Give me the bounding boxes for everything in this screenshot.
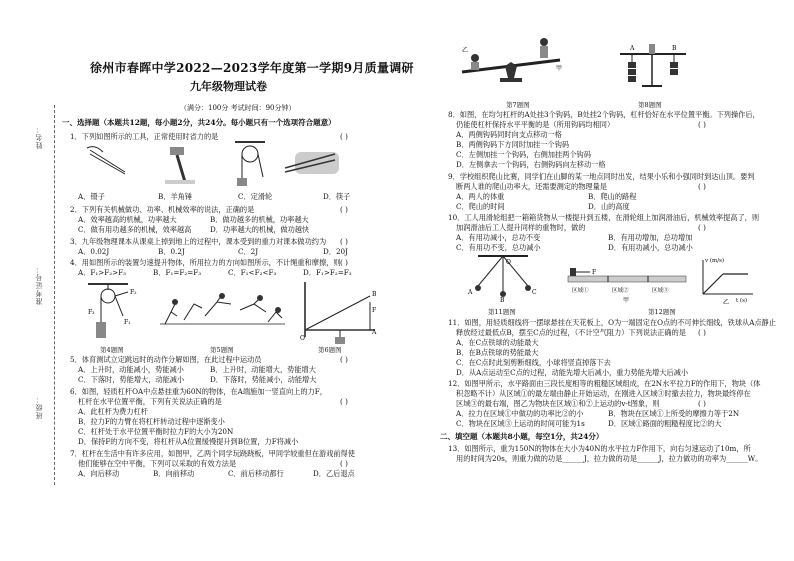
figure-11-caption: 第11题图	[488, 308, 516, 316]
question-8-cont: 仍能使杠杆保持水平平衡的是（所用钩码均相同）	[456, 120, 615, 129]
q12-option-b[interactable]: B．物块在区域①上所受的摩擦力等于2N	[608, 409, 740, 418]
answer-paren: ( )	[340, 355, 348, 364]
question-12-cont: 积忽略不计）从区域①的最左端由静止开始运动，在刚进入区域③时撤去拉力，物块最终停在	[456, 389, 751, 398]
exam-subtitle: 九年级物理试卷	[190, 80, 267, 93]
tweezers-icon	[87, 147, 125, 174]
f12-yi-label: 乙	[723, 299, 730, 306]
q1-option-c[interactable]: C．定滑轮	[238, 192, 273, 201]
f8-a-label: A	[630, 45, 635, 52]
question-10-cont: 加润滑油后工人提升同样的重物时，做的	[456, 223, 586, 232]
f6-o-label: O	[300, 335, 305, 342]
q8-option-a[interactable]: A．两侧钩码同时向支点移动一格	[456, 130, 562, 139]
answer-paren: ( )	[340, 397, 348, 406]
f12-f-label: F	[592, 269, 597, 276]
q6-option-d[interactable]: D．保持F的方向不变，将杠杆从A位置缓慢提升到B位置，力F将减小	[78, 437, 299, 446]
q8-option-b[interactable]: B．两侧钩码下方同时加挂一个钩码	[456, 140, 570, 149]
f7-yi-label: 乙	[462, 47, 469, 54]
f6-a-label: A	[372, 329, 377, 336]
question-7: 7．杠杆在生活中有许多应用，如图甲，乙两个同学玩跷跷板，甲同学较重但在游戏前得使	[70, 449, 355, 458]
answer-paren: ( )	[698, 328, 706, 337]
q12-option-c[interactable]: C．物块在区域③上运动的时间可能为1s	[456, 419, 585, 428]
claw-hammer-icon	[165, 147, 195, 184]
f12-zone3-label: 区域③	[652, 288, 669, 294]
question-3: 3．九年级物理课本从课桌上掉到地上的过程中，课本受到的重力对课本做功约为	[70, 237, 327, 246]
answer-paren: ( )	[340, 459, 348, 468]
answer-paren: ( )	[698, 223, 706, 232]
q7-option-c[interactable]: C．前后移动都行	[228, 469, 284, 478]
q9-option-a[interactable]: A．两人的体重	[456, 192, 505, 201]
question-12-cont2: 区域③的最右端，图乙为物块在区域①和②上运动的v-t图象，则	[456, 399, 660, 408]
q11-option-d[interactable]: D．从A点运动至C点的过程，动能先增大后减小，重力势能先增大后减小	[456, 368, 689, 377]
q4-option-b[interactable]: B．F₁=F₂=F₃	[153, 268, 202, 277]
q5-option-c[interactable]: C．下落时，势能增大，动能减小	[78, 375, 185, 384]
question-13: 13．如图所示，重为150N的物体在大小为40N的水平拉力F作用下，向右匀速运动了10m，所	[448, 444, 751, 453]
question-6: 6．如图，轻质杠杆OA中点悬挂重为60N的物体，在A端施加一竖直向上的力F，	[70, 387, 327, 396]
q9-option-b[interactable]: B．爬山的路程	[588, 192, 637, 201]
q11-pendulum-figure	[468, 254, 538, 302]
question-10: 10．工人用滑轮组把一箱箱货物从一楼提升到五楼，在滑轮组上加润滑油后，机械效率提高了，则	[448, 213, 760, 222]
q12-option-d[interactable]: D．区域①路面的粗糙程度比②的大	[608, 419, 722, 428]
question-9-cont: 断两人谁的爬山功率大，还需要测定的物理量是	[456, 182, 607, 191]
q2-option-b[interactable]: B．做功越多的机械，功率越大	[210, 215, 309, 224]
question-9: 9．学校组织爬山比赛，同学们在山脚的某一地点同时出发，结果小乐和小强同时到达山顶。要判	[448, 172, 755, 181]
figure-8-caption: 第8题图	[638, 101, 662, 109]
q11-option-b[interactable]: B．在B点铁球的势能最大	[456, 348, 539, 357]
figure-4-caption: 第4题图	[100, 346, 124, 354]
figure-6-caption: 第6题图	[318, 346, 342, 354]
f12-zone1-label: 区域①	[572, 288, 589, 294]
q1-option-d[interactable]: D．筷子	[323, 192, 351, 201]
q6-lever-figure	[300, 282, 380, 344]
answer-paren: ( )	[340, 258, 348, 267]
right-column	[440, 0, 777, 561]
chopsticks-icon	[285, 152, 339, 174]
q2-option-a[interactable]: A．效率越高的机械，功率越大	[78, 215, 177, 224]
f4-f2-label: F₂	[130, 289, 137, 296]
q5-option-b[interactable]: B．上升时，动能增大，势能增大	[210, 365, 316, 374]
question-1: 1．下列如图所示的工具，正常使用时省力的是	[70, 132, 219, 141]
exam-meta: （满分：100分 考试时间：90分钟）	[180, 104, 296, 112]
f6-b-label: B	[372, 291, 377, 298]
q4-option-c[interactable]: C．F₁<F₂<F₃	[228, 268, 277, 277]
q6-option-b[interactable]: B．拉力F的力臂在将杠杆转动过程中逐渐变小	[78, 417, 225, 426]
question-4: 4．用如图所示的装置匀速提升物体，所用拉力的方向如图所示，不计绳重和摩擦，则	[70, 258, 341, 267]
f4-f1-label: F₁	[124, 319, 131, 326]
q11-option-c[interactable]: C．在C点时此刻剪断细线，小球将竖直掉落下去	[456, 358, 611, 367]
q10-option-b[interactable]: B．有用功增加，总功增加	[608, 233, 693, 242]
fixed-pulley-icon	[235, 142, 265, 186]
q1-option-b[interactable]: B．羊角锤	[158, 192, 193, 201]
question-11-cont: 释放经过最低点B，摆至C点的过程，（不计空气阻力）下列说法正确的是	[456, 328, 686, 337]
q3-option-c[interactable]: C．2J	[238, 247, 259, 256]
q10-option-c[interactable]: C．有用功不变，总功减小	[456, 243, 541, 252]
answer-paren: ( )	[698, 120, 706, 129]
q4-option-d[interactable]: D．F₁>F₂=F₃	[303, 268, 352, 277]
binding-dashed-line	[54, 105, 55, 485]
q9-option-d[interactable]: D．山的高度	[588, 202, 630, 211]
f12-v-axis-label: v (m/s)	[705, 258, 725, 264]
question-12: 12．如图甲所示，水平路面由三段长度相等的粗糙区域组成，在2N水平拉力F的作用下，物块（体	[448, 379, 761, 388]
q10-option-a[interactable]: A．有用功减小，总功不变	[456, 233, 541, 242]
q4-option-a[interactable]: A．F₁>F₂>F₃	[78, 268, 127, 277]
figure-5-caption: 第5题图	[210, 346, 234, 354]
q1-tools-figure	[85, 142, 345, 192]
q5-option-a[interactable]: A．上升时，动能减小，势能减小	[78, 365, 184, 374]
question-11: 11．如图，用轻质细线将一摆球悬挂在天花板上，O为一端固定在O点的不可伸长细线，铁球从A点静止	[448, 318, 777, 327]
q7-option-b[interactable]: B．向前移动	[153, 469, 195, 478]
answer-paren: ( )	[340, 132, 348, 141]
q12-zones-figure	[568, 258, 758, 306]
q2-option-d[interactable]: D．功率越大的机械，做功越快	[210, 225, 310, 234]
q9-option-c[interactable]: C．爬山的时间	[456, 202, 505, 211]
f11-b-label: B	[500, 297, 505, 304]
f12-jia-label: 甲	[623, 297, 630, 304]
f12-zone2-label: 区域②	[612, 288, 629, 294]
answer-paren: ( )	[698, 399, 706, 408]
binding-margin	[28, 105, 58, 485]
q3-option-d[interactable]: D．20J	[323, 247, 348, 256]
question-6-cont: 杠杆在水平位置平衡，下列有关说法正确的是	[78, 397, 222, 406]
f7-jia-label: 甲	[556, 65, 563, 72]
answer-paren: ( )	[698, 182, 706, 191]
q6-option-a[interactable]: A．此杠杆为费力杠杆	[78, 407, 148, 416]
q12-option-a[interactable]: A．拉力在区域①中做功的功率比②的小	[456, 409, 584, 418]
left-column	[60, 0, 414, 561]
question-2: 2．下列有关机械做功、功率、机械效率的说法，正确的是	[70, 205, 255, 214]
f11-a-label: A	[468, 289, 473, 296]
q7-option-d[interactable]: D．乙后退点	[313, 469, 355, 478]
q10-option-d[interactable]: D．有用功减小，总功减小	[608, 243, 693, 252]
section1-heading: 一、选择题（本题共12题，每小题2分，共24分。每小题只有一个选项符合题意）	[62, 118, 336, 127]
q7-option-a[interactable]: A．向后移动	[78, 469, 120, 478]
q6-option-c[interactable]: C．杠杆处于水平位置平衡时拉力F的大小为20N	[78, 427, 234, 436]
question-5: 5．体育测试立定跳远时的动作分解如图，在此过程中运动员	[70, 355, 262, 364]
f4-f3-label: F₃	[88, 309, 95, 316]
question-7-cont: 他们能够在空中平衡，下列可以采取的有效方法是	[78, 459, 237, 468]
q5-option-d[interactable]: D．下落时，势能减小，动能增大	[210, 375, 317, 384]
question-8: 8．如图，在均匀杠杆的A处挂3个钩码，B处挂2个钩码，杠杆恰好在水平位置平衡。下列操作后，	[448, 110, 760, 119]
exam-title: 徐州市春晖中学2022—2023学年度第一学期9月质量调研	[90, 61, 414, 75]
f6-f-label: F	[372, 307, 377, 314]
name-label: 姓名：	[35, 125, 43, 149]
q11-option-a[interactable]: A．在C点铁球的动能最大	[456, 338, 539, 347]
class-label: 班级：	[35, 395, 43, 419]
answer-paren: ( )	[340, 237, 348, 246]
f8-b-label: B	[672, 45, 677, 52]
q1-option-a[interactable]: A．镊子	[78, 192, 105, 201]
q2-option-c[interactable]: C．做有用功越多的机械，效率越高	[78, 225, 192, 234]
exam-number-label: 准考证号：	[35, 265, 43, 305]
q3-option-b[interactable]: B．0.2J	[158, 247, 185, 256]
answer-paren: ( )	[340, 205, 348, 214]
f11-o-label: O	[506, 259, 511, 266]
f12-t-axis-label: t (s)	[736, 298, 748, 304]
figure-7-caption: 第7题图	[506, 101, 530, 109]
figure-12-caption: 第12题图	[648, 308, 676, 316]
q4-pulley-figure	[88, 282, 148, 344]
q5-jump-figure	[160, 290, 290, 330]
section2-heading: 二、填空题（本题共8小题，每空1分，共24分）	[440, 432, 604, 441]
q7-seesaw-figure	[460, 30, 570, 85]
q8-option-d[interactable]: D．左侧拿去一个钩码，右侧钩码向左移动一格	[456, 160, 606, 169]
q3-option-a[interactable]: A．0.02J	[78, 247, 110, 256]
f11-c-label: C	[532, 289, 537, 296]
q8-lever-figure	[618, 42, 688, 92]
question-13-cont[interactable]: 用的时间为20s，则重力做的功是______J，拉力做的功是______J，拉力做功的功率为______W。	[456, 454, 763, 463]
q8-option-c[interactable]: C．左侧加挂一个钩码，右侧加挂两个钩码	[456, 150, 591, 159]
